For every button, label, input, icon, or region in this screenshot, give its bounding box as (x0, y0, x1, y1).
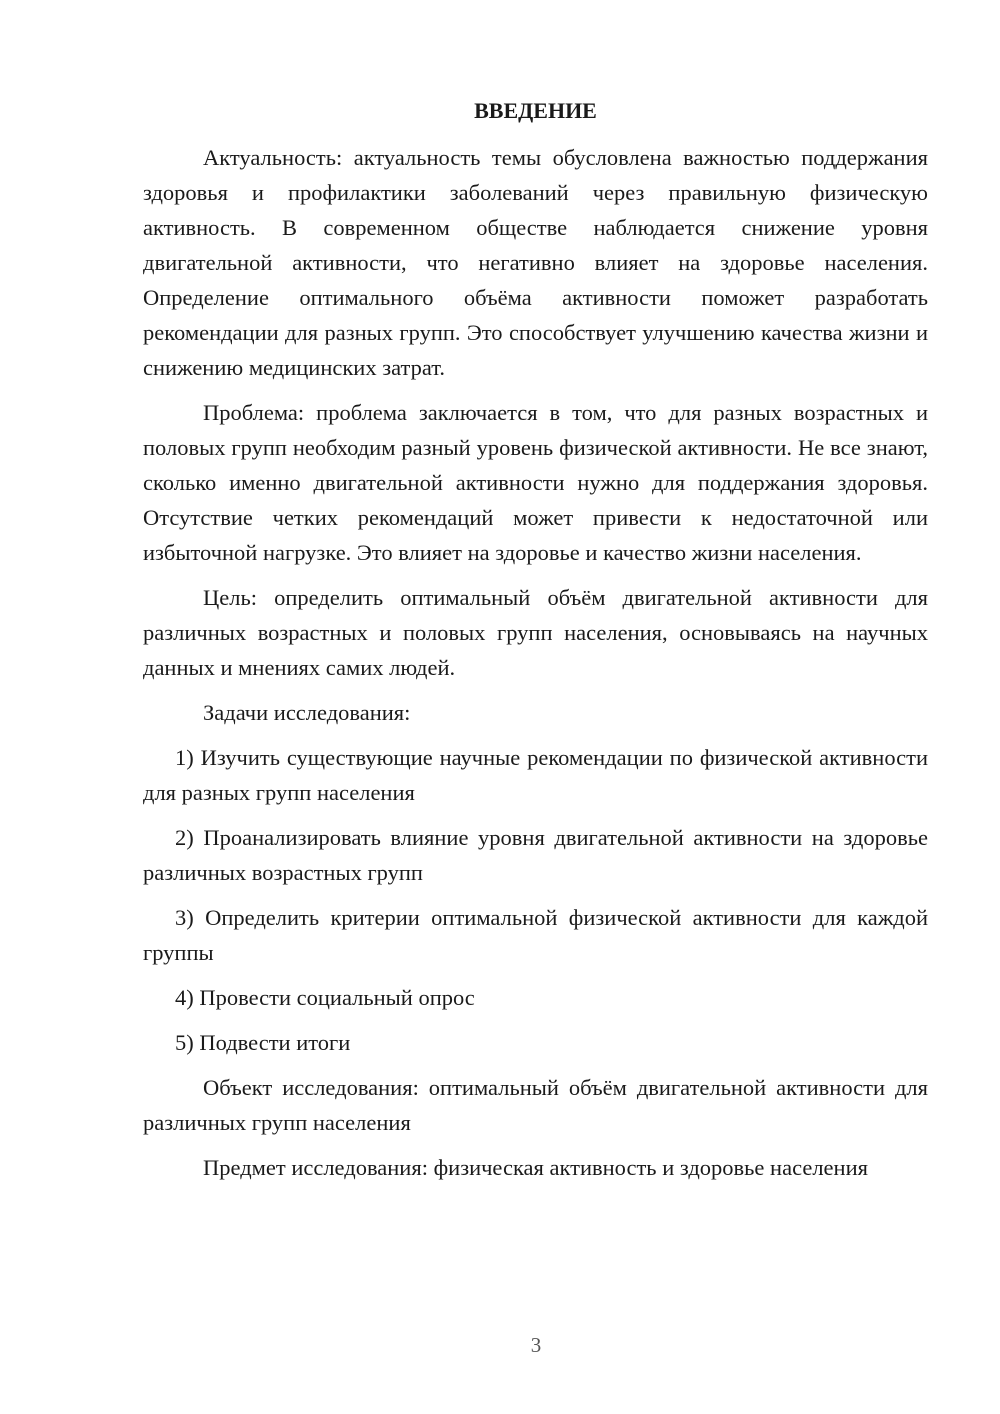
paragraph-object: Объект исследования: оптимальный объём двигательной активности для различных групп населения (143, 1075, 928, 1135)
page-title: ВВЕДЕНИЕ (474, 98, 597, 123)
document-page (143, 93, 928, 1195)
tasks-list (143, 740, 928, 1060)
tasks-heading: Задачи исследования: (203, 700, 411, 725)
list-item: 3) Определить критерии оптимальной физической активности для каждой группы (143, 905, 928, 965)
paragraph-problem: Проблема: проблема заключается в том, что для разных возрастных и половых групп необходим разный уровень физической активности. Не все знают, сколько именно двигательной активности нужно для поддержания здоровья. Отсутствие четких рекомендаций может привести к недостаточной или избыточной нагрузке. Это влияет на здоровье и качество жизни населения. (143, 400, 928, 565)
list-item: 5) Подвести итоги (175, 1030, 351, 1055)
list-item: 1) Изучить существующие научные рекомендации по физической активности для разных групп населения (143, 745, 928, 805)
paragraph-relevance: Актуальность: актуальность темы обусловлена важностью поддержания здоровья и профилактики заболеваний через правильную физическую активность. В современном обществе наблюдается снижение уровня двигательной активности, что негативно влияет на здоровье населения. Определение оптимального объёма активности поможет разработать рекомендации для разных групп. Это способствует улучшению качества жизни и снижению медицинских затрат. (143, 145, 928, 380)
list-item: 2) Проанализировать влияние уровня двигательной активности на здоровье различных возрастных групп (143, 825, 928, 885)
page-number: 3 (530, 1333, 542, 1357)
list-item: 4) Провести социальный опрос (175, 985, 475, 1010)
paragraph-subject: Предмет исследования: физическая активность и здоровье населения (203, 1155, 868, 1180)
paragraph-goal: Цель: определить оптимальный объём двигательной активности для различных возрастных и половых групп населения, основываясь на научных данных и мнениях самих людей. (143, 585, 928, 680)
